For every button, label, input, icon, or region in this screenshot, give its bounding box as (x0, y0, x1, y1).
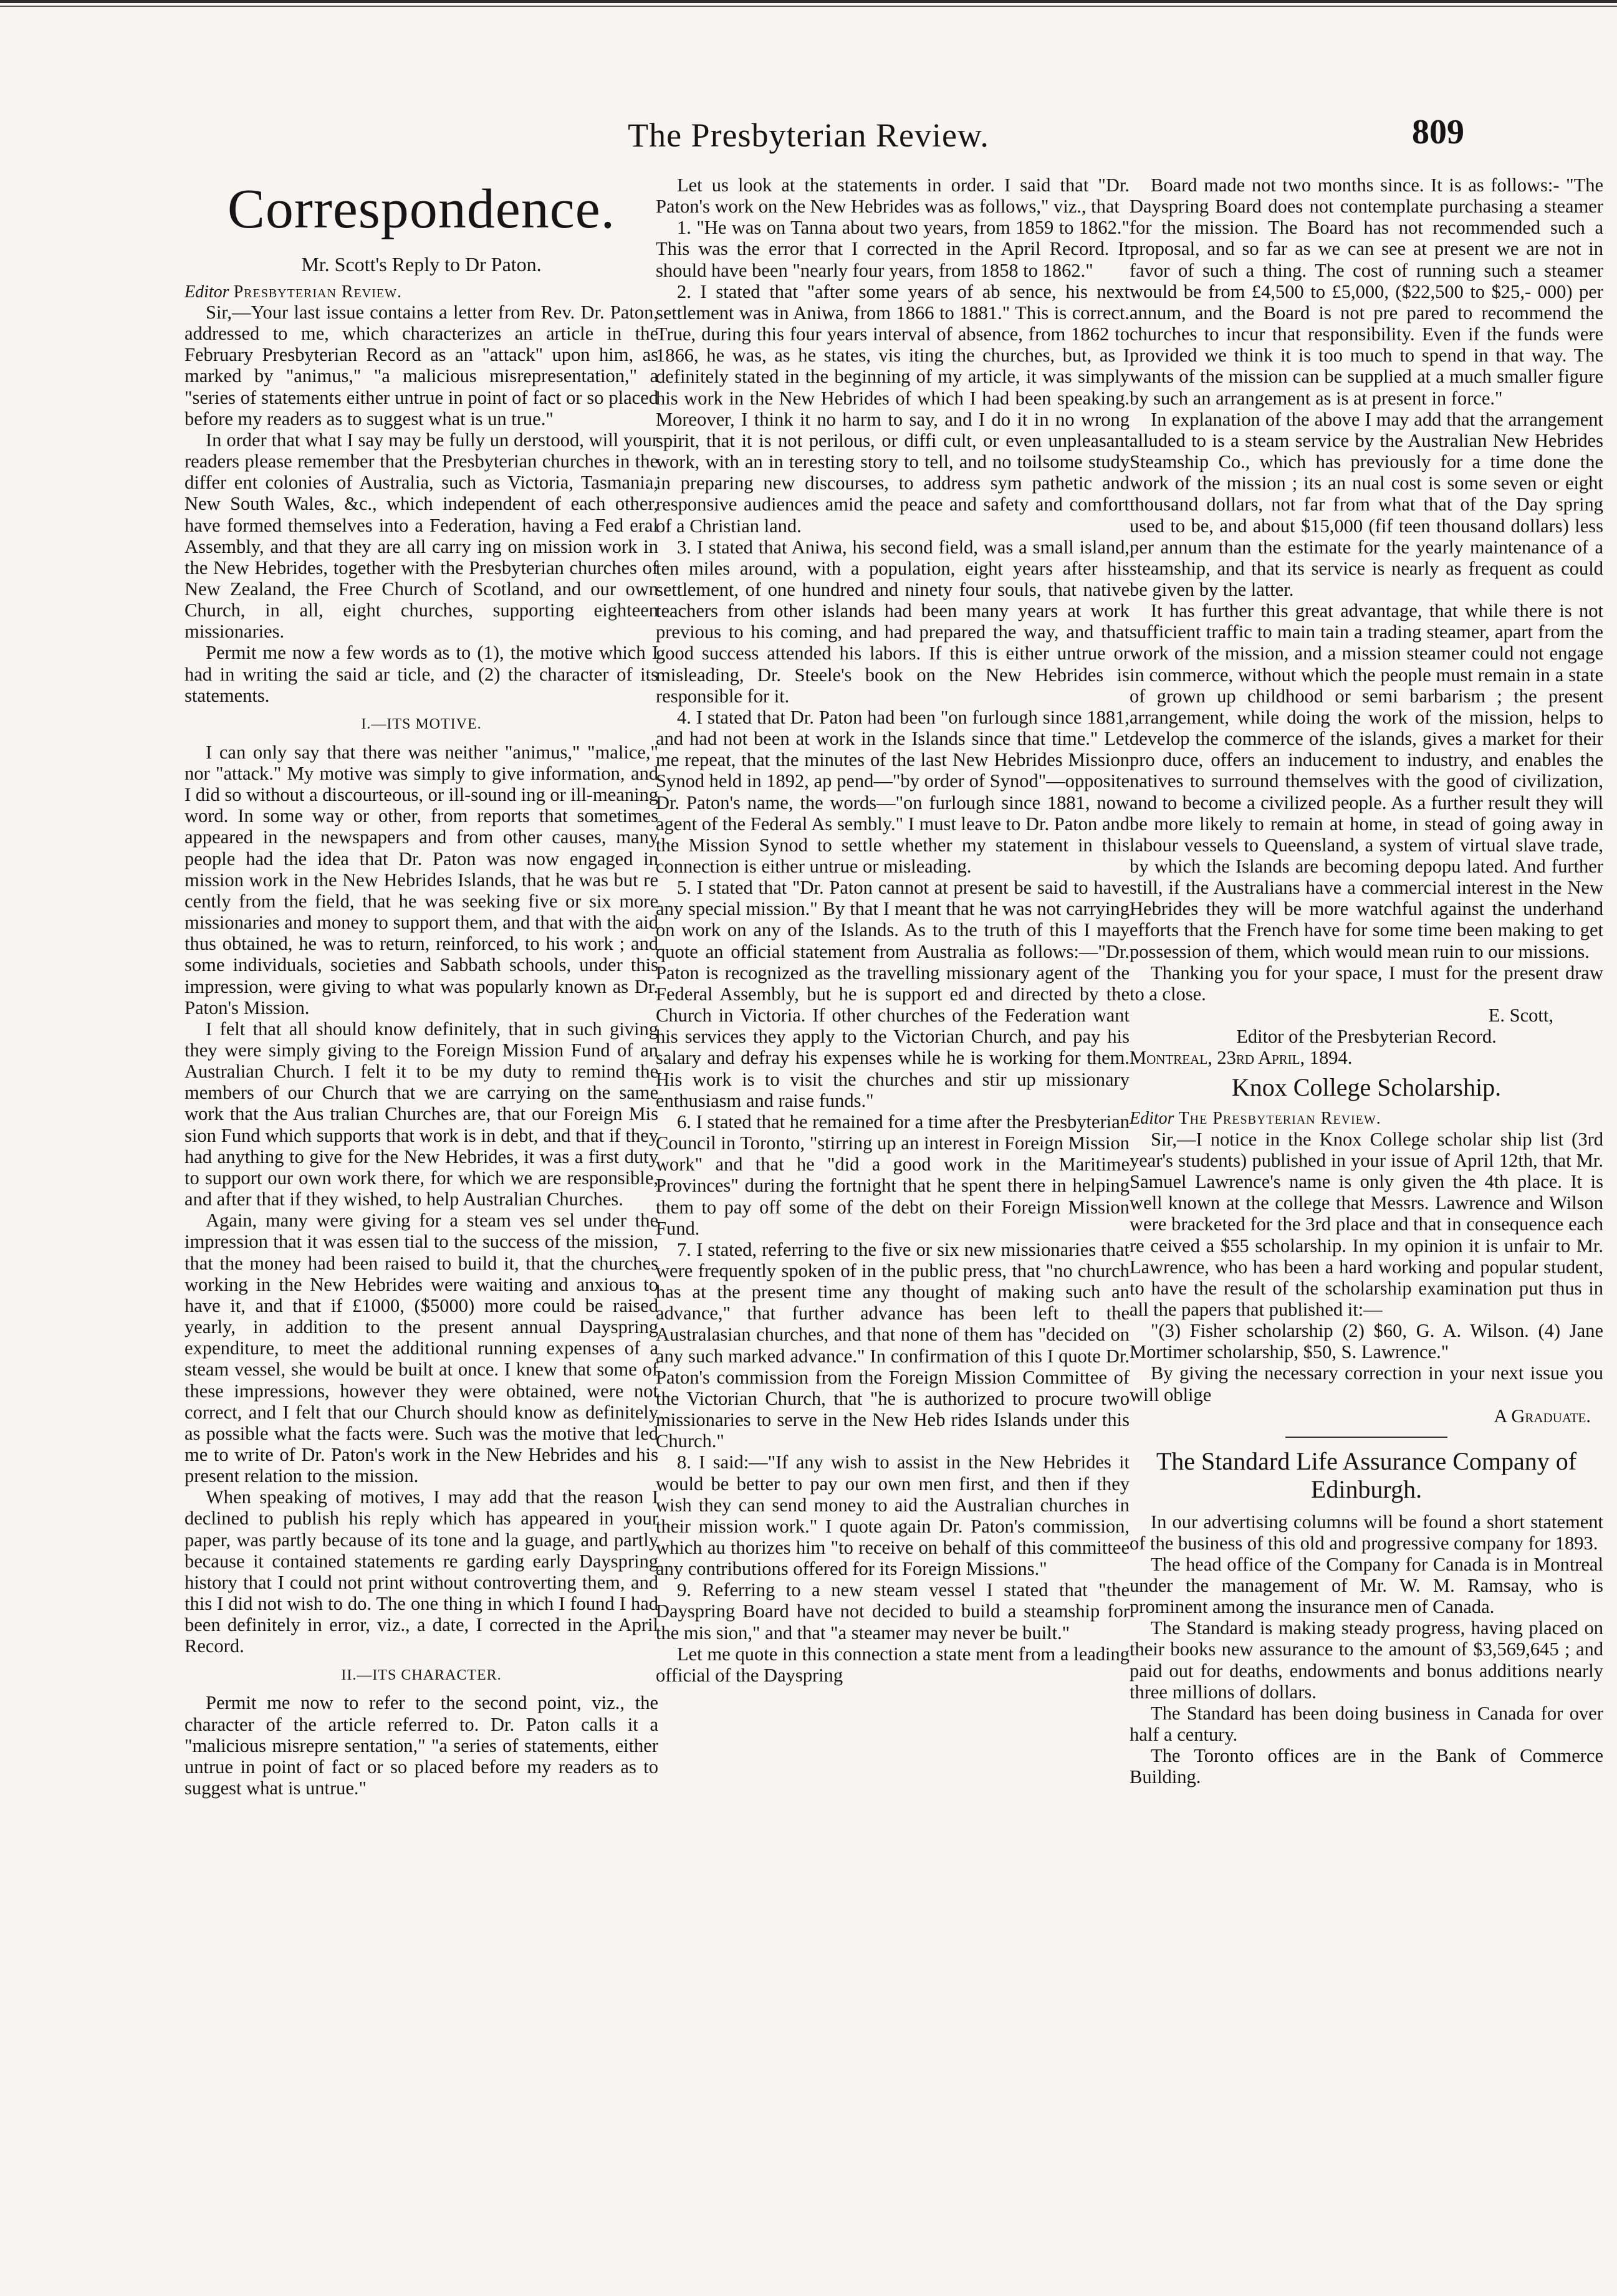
paragraph: 7. I stated, referring to the five or six new missionaries that were frequently spoken of in the public press, that "no church has at the present time any thought of making such an advance," that further advance has been left to the Australasian churches, and that none of them has "decided on any such marked advance." In confirmation of this I quote Dr. Paton's commission from the Foreign Mission Committee of the Victorian Church, that "he is authorized to procure two missionaries to serve in the New Heb rides Islands under this Church." (656, 1238, 1130, 1452)
subsection-heading: I.—ITS MOTIVE. (361, 715, 482, 732)
paragraph: The Standard is making steady progress, having placed on their books new assurance to the amount of $3,569,645 ; and paid out for deaths, endowments and bonus additions nearly three millions of dollars. (1130, 1617, 1603, 1703)
paragraph: The Standard has been doing business in Canada for over half a century. (1130, 1702, 1603, 1746)
paragraph: 5. I stated that "Dr. Paton cannot at present be said to have any special mission." By that I meant that he was not carrying on work on any of the Islands. As to the truth of this I may quote an official statement from Australia as follows:—"Dr. Paton is recognized as the travelling missionary agent of the Federal Assembly, but he is support ed and directed by the Church in Victoria. If other churches of the Federation want his services they apply to the Victorian Church, and pay his salary and defray his expenses while he is working for them. His work is to visit the churches and stir up missionary enthusiasm and raise funds." (656, 877, 1130, 1111)
paragraph: Board made not two months since. It is as follows:- "The Dayspring Board does not contemplate purchasing a steamer for the mission. The Board has not recommended such a proposal, and so far as we can see at present we are not in favor of such a thing. The cost of running such a steamer would be from £4,500 to £5,000, ($22,500 to $25,- 000) per annum, and the Board is not pre pared to recommend the churches to incur that responsibility. Even if the funds were provided we think it is too much to spend in that way. The wants of the mission can be supplied at a much smaller figure by such an arrangement as is at present in force." (1130, 175, 1603, 409)
paragraph: 6. I stated that he remained for a time after the Presbyterian Council in Toronto, "stirring up an interest in Foreign Mission work" and that he "did a good work in the Maritime Provinces" during the fortnight that he spent there in helping them to pay off some of the debt on their Foreign Mission Fund. (656, 1111, 1130, 1239)
paragraph: In our advertising columns will be found a short statement of the business of this old and progressive company for 1893. (1130, 1511, 1603, 1554)
paragraph: Thanking you for your space, I must for the present draw to a close. (1130, 962, 1603, 1005)
paragraph: 9. Referring to a new steam vessel I stated that "the Dayspring Board have not decided to build a steamship for the mis sion," and that "a steamer may never be built." (656, 1579, 1130, 1643)
paragraph: In order that what I say may be fully un derstood, will your readers please remember that the Presbyterian churches in the differ ent colonies of Australia, such as Victoria, Tasmania, New South Wales, &c., which independent of each other, have formed themselves into a Federation, having a Fed eral Assembly, and that they are all carry ing on mission work in the New Hebrides, together with the Presbyterian churches of New Zealand, the Free Church of Scotland, and our own Church, in all, eight churches, supporting eighteen missionaries. (185, 429, 658, 643)
section-heading: Correspondence. (227, 178, 616, 240)
paragraph: In explanation of the above I may add that the arrangement alluded to is a steam service by the Australian New Hebrides Steamship Co., which has previously for a time done the work of the mission ; its an nual cost is some seven or eight thousand dollars, not far from what that of the Day spring used to be, and about $15,000 (fif teen thousand dollars) less per annum than the estimate for the yearly maintenance of a steamship, and that its service is nearly as frequent as could be given by the latter. (1130, 408, 1603, 600)
paragraph: Again, many were giving for a steam ves sel under the impression that it was essen tial to the success of the mission, that the money had been raised to build it, that the churches working in the New Hebrides were waiting and anxious to have it, and that if £1000, ($5000) more could be raised yearly, in addition to the present annual Dayspring expenditure, to meet the additional running expenses of a steam vessel, she would be built at once. I knew that some of these impressions, however they were obtained, were not correct, and I felt that our Church should know as definitely as possible what the facts were. Such was the motive that led me to write of Dr. Paton's work in the New Hebrides and his present relation to the mission. (185, 1210, 658, 1487)
column-1 (185, 175, 658, 1799)
article-title: Knox College Scholarship. (1231, 1073, 1502, 1101)
paragraph: 3. I stated that Aniwa, his second field, was a small island, ten miles around, with a population, eight years after his settlement, of one hundred and ninety four souls, that native teachers from other islands had been many years at work previous to his coming, and had prepared the way, and that good success attended his labors. If this is either untrue or misleading, Dr. Steele's book on the New Hebrides is responsible for it. (656, 536, 1130, 707)
paragraph: I felt that all should know definitely, that in such giving they were simply giving to the Foreign Mission Fund of an Australian Church. I felt it to be my duty to remind the members of our Church that we are carrying on the same work that the Aus tralian Churches are, that our Foreign Mis sion Fund which supports that work is in debt, and that if they had anything to give for the New Hebrides, it was a first duty to support our own work there, for which we are responsible, and after that if they wished, to help Australian Churches. (185, 1018, 658, 1210)
column-3 (1130, 175, 1603, 1788)
paragraph: "(3) Fisher scholarship (2) $60, G. A. Wilson. (4) Jane Mortimer scholarship, $50, S. Lawrence." (1130, 1320, 1603, 1363)
paragraph: The Toronto offices are in the Bank of Commerce Building. (1130, 1745, 1603, 1788)
paragraph: 4. I stated that Dr. Paton had been "on furlough since 1881, and had not been at work in the Islands since that time." Let me repeat, that the minutes of the last New Hebrides Mission Synod held in 1892, ap pend—"by order of Synod"—opposite Dr. Paton's name, the words—"on furlough since 1881, now agent of the Federal As sembly." I must leave to Dr. Paton and the Mission Synod to settle whether my statement in this connection is either untrue or misleading. (656, 706, 1130, 877)
paragraph: Permit me now to refer to the second point, viz., the character of the article referred to. Dr. Paton calls it a "malicious misrepre sentation," "a series of statements, either untrue in point of fact or so placed before my readers as to suggest what is untrue." (185, 1692, 658, 1799)
salutation: Editor The Presbyterian Review. (1130, 1109, 1381, 1129)
article-title: The Standard Life Assurance Company of Edinburgh. (1156, 1447, 1577, 1503)
paragraph: It has further this great advantage, that while there is not sufficient traffic to main tain a trading steamer, apart from the work of the mission, and a mission steamer could not engage in commerce, without which the people must remain in a state of grown up childhood or semi barbarism ; the present arrangement, while doing the work of the mission, helps to develop the commerce of the islands, gives a market for their pro duce, offers an inducement to industry, and enables the natives to surround themselves with the good of civilization, and to become a civilized people. As a further result they will be more likely to remain at home, in stead of going away in labour vessels to Queensland, a system of virtual slave trade, by which the Islands are becoming depopu lated. And further still, if the Australians have a commercial interest in the New Hebrides they will be more watchful against the underhand efforts that the French have for some time been making to get possession of them, which would mean ruin to our missions. (1130, 600, 1603, 962)
paragraph: When speaking of motives, I may add that the reason I declined to publish his reply which has appeared in your paper, was partly because of its tone and la guage, and partly because it contained statements re garding early Dayspring history that I could not print without controverting them, and this I did not wish to do. The one thing in which I found I had been definitely in error, viz., a date, I corrected in the April Record. (185, 1486, 658, 1657)
signature-name: E. Scott, (1488, 1005, 1553, 1026)
paragraph: Let us look at the statements in order. I said that "Dr. Paton's work on the New Hebrides was as follows," viz., that (656, 175, 1130, 218)
paragraph: 1. "He was on Tanna about two years, from 1859 to 1862." This was the error that I corrected in the April Record. It should have been "nearly four years, from 1858 to 1862." (656, 217, 1130, 281)
paragraph: Sir,—I notice in the Knox College scholar ship list (3rd year's students) published in your issue of April 12th, that Mr. Samuel Lawrence's name is only given the 4th place. It is well known at the college that Messrs. Lawrence and Wilson were bracketed for the 3rd place and that in consequence each re ceived a $55 scholarship. In my opinion it is unfair to Mr. Lawrence, who has been a hard working and popular student, to have the result of the scholarship examination put thus in all the papers that published it:— (1130, 1128, 1603, 1320)
running-header: The Presbyterian Review. (628, 117, 989, 154)
top-border (0, 0, 1617, 12)
page-number: 809 (1412, 113, 1464, 151)
article-title: Mr. Scott's Reply to Dr Paton. (301, 252, 542, 275)
signature: A Graduate. (1494, 1405, 1591, 1427)
divider (1285, 1437, 1447, 1438)
paragraph: 8. I said:—"If any wish to assist in the New Hebrides it would be better to pay our own men first, and then if they wish they can send money to aid the Australian churches in their mission work." I quote again Dr. Paton's commission, which au thorizes him "to receive on behalf of this committee any contributions offered for its Foreign Missions." (656, 1452, 1130, 1580)
paragraph: Let me quote in this connection a state ment from a leading official of the Dayspring (656, 1643, 1130, 1686)
paragraph: I can only say that there was neither "animus," "malice," nor "attack." My motive was simply to give information, and I did so without a discourteous, or ill-sound ing or ill-meaning word. In some way or other, from reports that sometimes appeared in the newspapers and from other causes, many people had the idea that Dr. Paton was now engaged in mission work in the New Hebrides Islands, that he was but re cently from the field, that he was seeking five or six more missionaries and money to support them, and that with the aid thus obtained, he was to return, reinforced, to his work ; and some individuals, societies and Sabbath schools, under this impression, were giving to what was popularly known as Dr. Paton's Mission. (185, 741, 658, 1018)
dateline: Montreal, 23rd April, 1894. (1130, 1047, 1353, 1069)
salutation: Editor Presbyterian Review. (185, 282, 403, 302)
paragraph: Permit me now a few words as to (1), the motive which I had in writing the said ar ticle, and (2) the character of its statements. (185, 642, 658, 706)
paragraph: By giving the necessary correction in your next issue you will oblige (1130, 1362, 1603, 1405)
column-2 (656, 175, 1130, 1686)
signature-title: Editor of the Presbyterian Record. (1236, 1026, 1497, 1048)
paragraph: The head office of the Company for Canada is in Montreal under the management of Mr. W. M. Ramsay, who is prominent among the insurance men of Canada. (1130, 1553, 1603, 1618)
subsection-heading: II.—ITS CHARACTER. (341, 1667, 502, 1683)
paragraph: 2. I stated that "after some years of ab sence, his next settlement was in Aniwa, from 1866 to 1881." This is correct. True, during this four years interval of absence, from 1862 to 1866, he was, as he states, vis iting the churches, but, as I definitely stated in the beginning of my article, it was simply his work in the New Hebrides of which I had been speaking. Moreover, I think it no harm to say, and I do it in no wrong spirit, that it is not perilous, or diffi cult, or even unpleasant work, with an in teresting story to tell, and no toilsome study in preparing new discourses, to address sym pathetic and responsive audiences amid the peace and safety and comfort of a Christian land. (656, 280, 1130, 537)
paragraph: Sir,—Your last issue contains a letter from Rev. Dr. Paton, addressed to me, which characterizes an article in the February Presbyterian Record as an "attack" upon him, as marked by "animus," "a malicious misrepresentation," a "series of statements either untrue in point of fact or so placed before my readers as to suggest what is un true." (185, 301, 658, 429)
